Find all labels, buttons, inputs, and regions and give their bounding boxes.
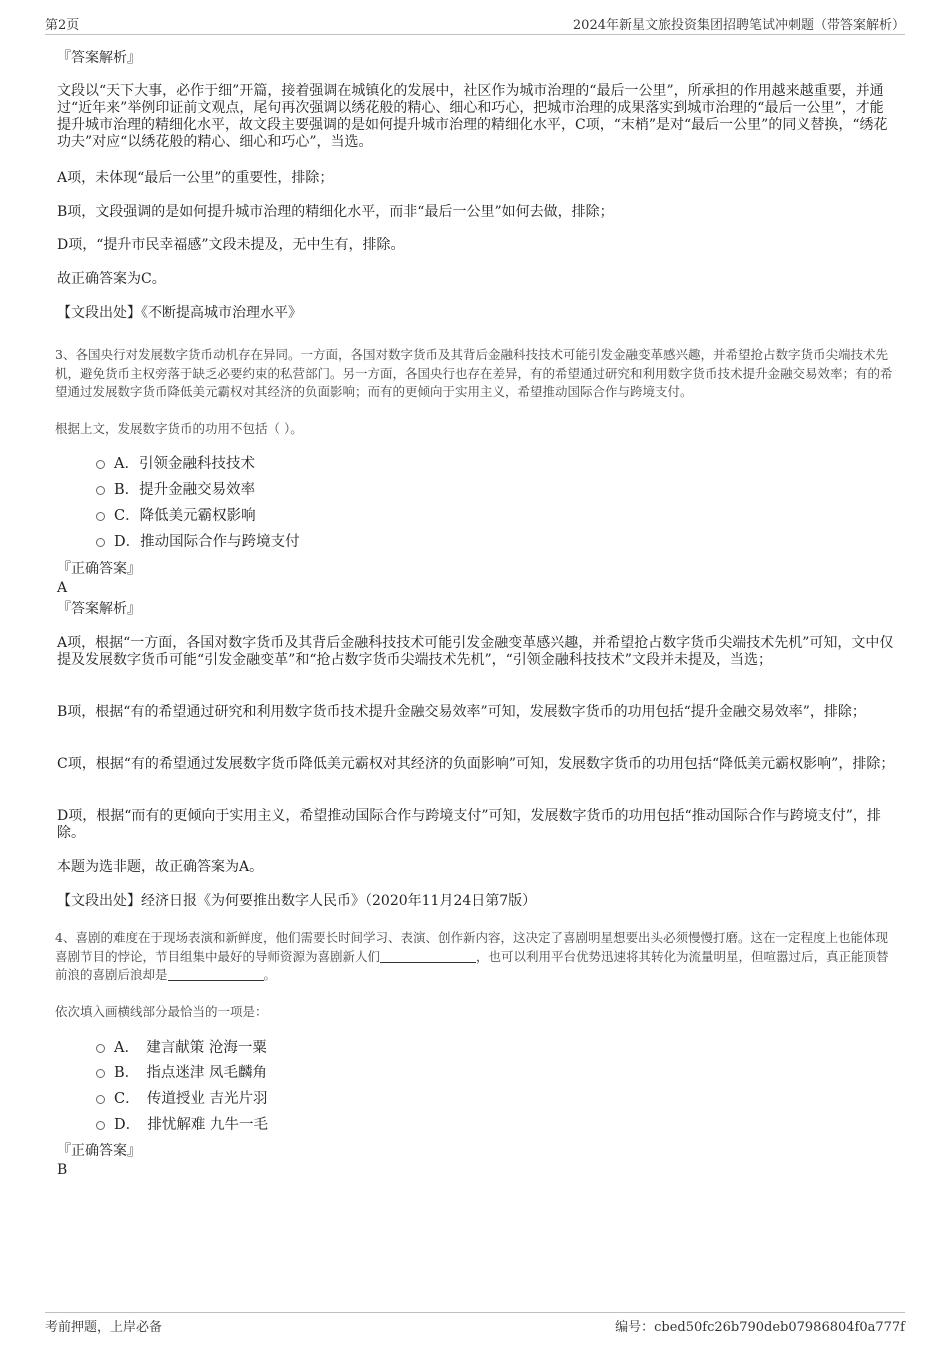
radio-icon[interactable]	[96, 512, 105, 521]
q2-conclusion: 故正确答案为C。	[57, 271, 166, 287]
q3-option-b-analysis: B项，根据“有的希望通过研究和利用数字货币技术提升金融交易效率”可知，发展数字货币的功用包括“提升金融交易效率”，排除；	[57, 704, 866, 720]
q3-answer-title: 『正确答案』	[57, 561, 141, 577]
q4-option-a[interactable]: A． 建言献策 沧海一粟	[96, 1039, 267, 1057]
q3-conclusion: 本题为选非题，故正确答案为A。	[57, 859, 264, 875]
q2-option-b-analysis: B项，文段强调的是如何提升城市治理的精细化水平，而非“最后一公里”如何去做，排除；	[57, 204, 614, 220]
q3-option-a[interactable]: A．引领金融科技技术	[96, 455, 255, 473]
q3-option-d-analysis: D项，根据“而有的更倾向于实用主义，希望推动国际合作与跨境支付”可知，发展数字货币的功用包括“推动国际合作与跨境支付”，排除。	[57, 808, 881, 841]
q2-analysis-text: 文段以“天下大事，必作于细”开篇，接着强调在城镇化的发展中，社区作为城市治理的“最后一公里”，所承担的作用越来越重要，并通过“近年来”举例印证前文观点，尾句再次强调以绣花般的精心、细心和巧心，把城市治理的成果落实到城市治理的“最后一公里”，才能提升城市治理的精细化水平，故文段主要强调的是如何提升城市治理的精细化水平，C项，“末梢”是对“最后一公里”的同义替换，“绣花功夫”对应“以绣花般的精心、细心和巧心”，当选。	[57, 83, 888, 150]
blank-line-2	[168, 968, 264, 981]
q4-answer-title: 『正确答案』	[57, 1143, 141, 1159]
radio-icon[interactable]	[96, 486, 105, 495]
q4-option-c[interactable]: C． 传道授业 吉光片羽	[96, 1090, 267, 1108]
radio-icon[interactable]	[96, 1069, 105, 1078]
radio-icon[interactable]	[96, 1095, 105, 1104]
page-footer	[45, 1312, 905, 1337]
page-header	[45, 14, 905, 35]
radio-icon[interactable]	[96, 1121, 105, 1130]
q4-option-b[interactable]: B． 指点迷津 凤毛麟角	[96, 1064, 267, 1082]
radio-icon[interactable]	[96, 1044, 105, 1053]
q3-option-d[interactable]: D．推动国际合作与跨境支付	[96, 533, 300, 551]
blank-line-1	[380, 950, 476, 963]
q4-stem: 4、喜剧的难度在于现场表演和新鲜度，他们需要长时间学习、表演、创作新内容，这决定了喜剧明星想要出头必须慢慢打磨。这在一定程度上也能体现喜剧节目的悖论，节目组集中最好的导师资源为喜剧新人们 ，也可以利用平台优势迅速将其转化为流量明星，但喧嚣过后，真正能顶替前浪的喜剧后浪却是 。	[55, 930, 889, 982]
radio-icon[interactable]	[96, 538, 105, 547]
q3-source: 【文段出处】经济日报《为何要推出数字人民币》（2020年11月24日第7版）	[57, 893, 537, 909]
page-number: 第2页	[45, 18, 80, 33]
q3-answer: A	[57, 580, 68, 596]
q2-option-d-analysis: D项，“提升市民幸福感”文段未提及，无中生有，排除。	[57, 237, 405, 253]
q2-analysis-title: 『答案解析』	[57, 50, 141, 66]
q4-option-d[interactable]: D． 排忧解难 九牛一毛	[96, 1116, 268, 1134]
radio-icon[interactable]	[96, 460, 105, 469]
q3-option-b[interactable]: B．提升金融交易效率	[96, 481, 255, 499]
q3-option-a-analysis: A项，根据“一方面，各国对数字货币及其背后金融科技技术可能引发金融变革感兴趣，并希望抢占数字货币尖端技术先机”可知，文中仅提及发展数字货币可能“引发金融变革”和“抢占数字货币尖端技术先机”，“引领金融科技技术”文段并未提及，当选；	[57, 635, 894, 668]
q3-option-c[interactable]: C．降低美元霸权影响	[96, 507, 256, 525]
q2-source: 【文段出处】《不断提高城市治理水平》	[57, 305, 302, 321]
document-code: 编号：cbed50fc26b790deb07986804f0a777f	[615, 1320, 905, 1335]
document-title: 2024年新星文旅投资集团招聘笔试冲刺题（带答案解析）	[572, 18, 905, 33]
q3-analysis-title: 『答案解析』	[57, 601, 141, 617]
q4-answer: B	[57, 1162, 68, 1178]
q3-option-c-analysis: C项，根据“有的希望通过发展数字货币降低美元霸权对其经济的负面影响”可知，发展数字货币的功用包括“降低美元霸权影响”，排除；	[57, 756, 895, 772]
q4-prompt: 依次填入画横线部分最恰当的一项是：	[55, 1004, 268, 1019]
q3-stem: 3、各国央行对发展数字货币动机存在异同。一方面，各国对数字货币及其背后金融科技技术可能引发金融变革感兴趣，并希望抢占数字货币尖端技术先机，避免货币主权旁落于缺乏必要约束的私营部门。另一方面，各国央行也存在差异，有的希望通过研究和利用数字货币技术提升金融交易效率；有的希望通过发展数字货币降低美元霸权对其经济的负面影响；而有的更倾向于实用主义，希望推动国际合作与跨境支付。	[55, 347, 893, 399]
footer-slogan: 考前押题，上岸必备	[45, 1320, 163, 1335]
q3-prompt: 根据上文，发展数字货币的功用不包括（ ）。	[55, 421, 303, 436]
q2-option-a-analysis: A项，未体现“最后一公里”的重要性，排除；	[57, 170, 334, 186]
